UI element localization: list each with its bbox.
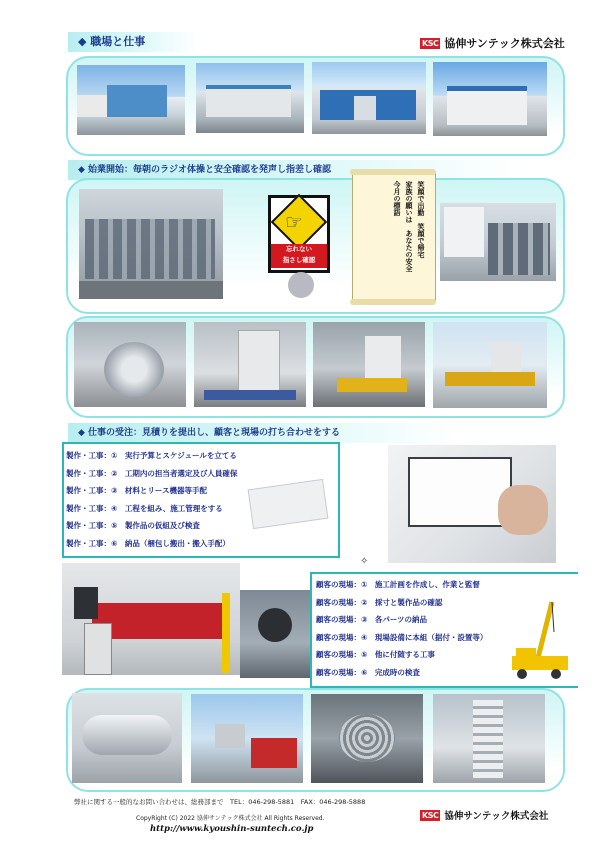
equipment-photo-4: [433, 322, 547, 408]
spark-doodle-icon: ✧: [360, 556, 369, 567]
sign-line1: 忘れない: [286, 245, 312, 253]
equipment-photo-2: [194, 322, 306, 407]
slogan-line-3: 今月の標語: [393, 181, 401, 216]
factory-task-5: 製作・工事：⑤ 製作品の仮組及び検査: [66, 521, 200, 530]
footer-copyright: CopyRight (C) 2022 協伸サンテック株式会社 All Rights Reserved.: [136, 815, 325, 822]
site-task-5: 顧客の現場：⑤ 他に付随する工事: [316, 650, 435, 659]
slogan-line-1: 笑顔で出勤 笑顔で帰宅: [417, 181, 425, 258]
site-task-3: 顧客の現場：③ 各パーツの納品: [316, 615, 428, 624]
crane-truck-icon: [508, 598, 572, 682]
welding-photo: [240, 590, 310, 678]
pointing-check-photo: [440, 203, 556, 281]
installation-photo-4: [433, 694, 545, 783]
sign-line2: 指さし確認: [282, 256, 316, 264]
site-task-1: 顧客の現場：① 施工計画を作成し、作業と監督: [316, 580, 480, 589]
pointing-hand-icon: ☞: [285, 210, 303, 234]
footer-url[interactable]: http://www.kyoushin-suntech.co.jp: [150, 824, 314, 834]
pointing-sign: [268, 195, 330, 273]
building-photo-3: [312, 62, 426, 134]
company-mark: KSC: [422, 38, 439, 48]
company-name-footer: 協伸サンテック株式会社: [444, 811, 549, 822]
footer-inquiry: 弊社に関する一般的なお問い合わせは、総務部まで TEL：046-298-5881 FAX：046-298-5888: [74, 798, 366, 806]
company-logo-footer[interactable]: [420, 808, 548, 822]
factory-task-6: 製作・工事：⑥ 納品（梱包し搬出・搬入手配）: [66, 538, 230, 548]
radio-exercise-photo: [79, 189, 223, 299]
factory-task-4: 製作・工事：④ 工程を組み、施工管理をする: [66, 503, 223, 513]
building-photo-1: [77, 65, 185, 135]
cat-mascot-icon: [288, 272, 314, 298]
site-task-2: 顧客の現場：② 採寸と製作品の確認: [316, 597, 443, 607]
laser-cutting-machine-photo: [62, 563, 240, 675]
laptop-design-photo: [388, 445, 556, 563]
installation-photo-3: [311, 694, 423, 783]
building-photo-4: [433, 62, 547, 136]
company-name: 協伸サンテック株式会社: [444, 37, 565, 50]
factory-task-1: 製作・工事：① 実行予算とスケジュールを立てる: [66, 451, 237, 460]
slogan-line-2: 家族の願いは あなたの安全: [405, 181, 413, 272]
equipment-photo-3: [313, 322, 425, 407]
section-header-workplace: ◆ 職場と仕事: [68, 32, 198, 52]
factory-task-3: 製作・工事：③ 材料とリース機器等手配: [66, 486, 207, 495]
company-logo-top[interactable]: [420, 35, 565, 51]
factory-task-2: 製作・工事：② 工期内の担当者選定及び人員確保: [66, 468, 238, 478]
section-header-morning: ◆ 始業開始：毎朝のラジオ体操と安全確認を発声し指差し確認: [68, 160, 518, 180]
equipment-photo-1: [74, 322, 186, 407]
installation-photo-1: [72, 693, 182, 783]
section-header-order: ◆ 仕事の受注：見積りを提出し、顧客と現場の打ち合わせをする: [68, 423, 458, 443]
site-task-4: 顧客の現場：④ 現場設備に本組（据付・設置等）: [316, 632, 488, 642]
company-mark-footer: KSC: [422, 810, 439, 820]
safety-slogan-scroll: [352, 170, 436, 304]
building-photo-2: [196, 63, 304, 133]
installation-photo-2: [191, 694, 303, 783]
site-task-6: 顧客の現場：⑥ 完成時の検査: [316, 667, 420, 677]
